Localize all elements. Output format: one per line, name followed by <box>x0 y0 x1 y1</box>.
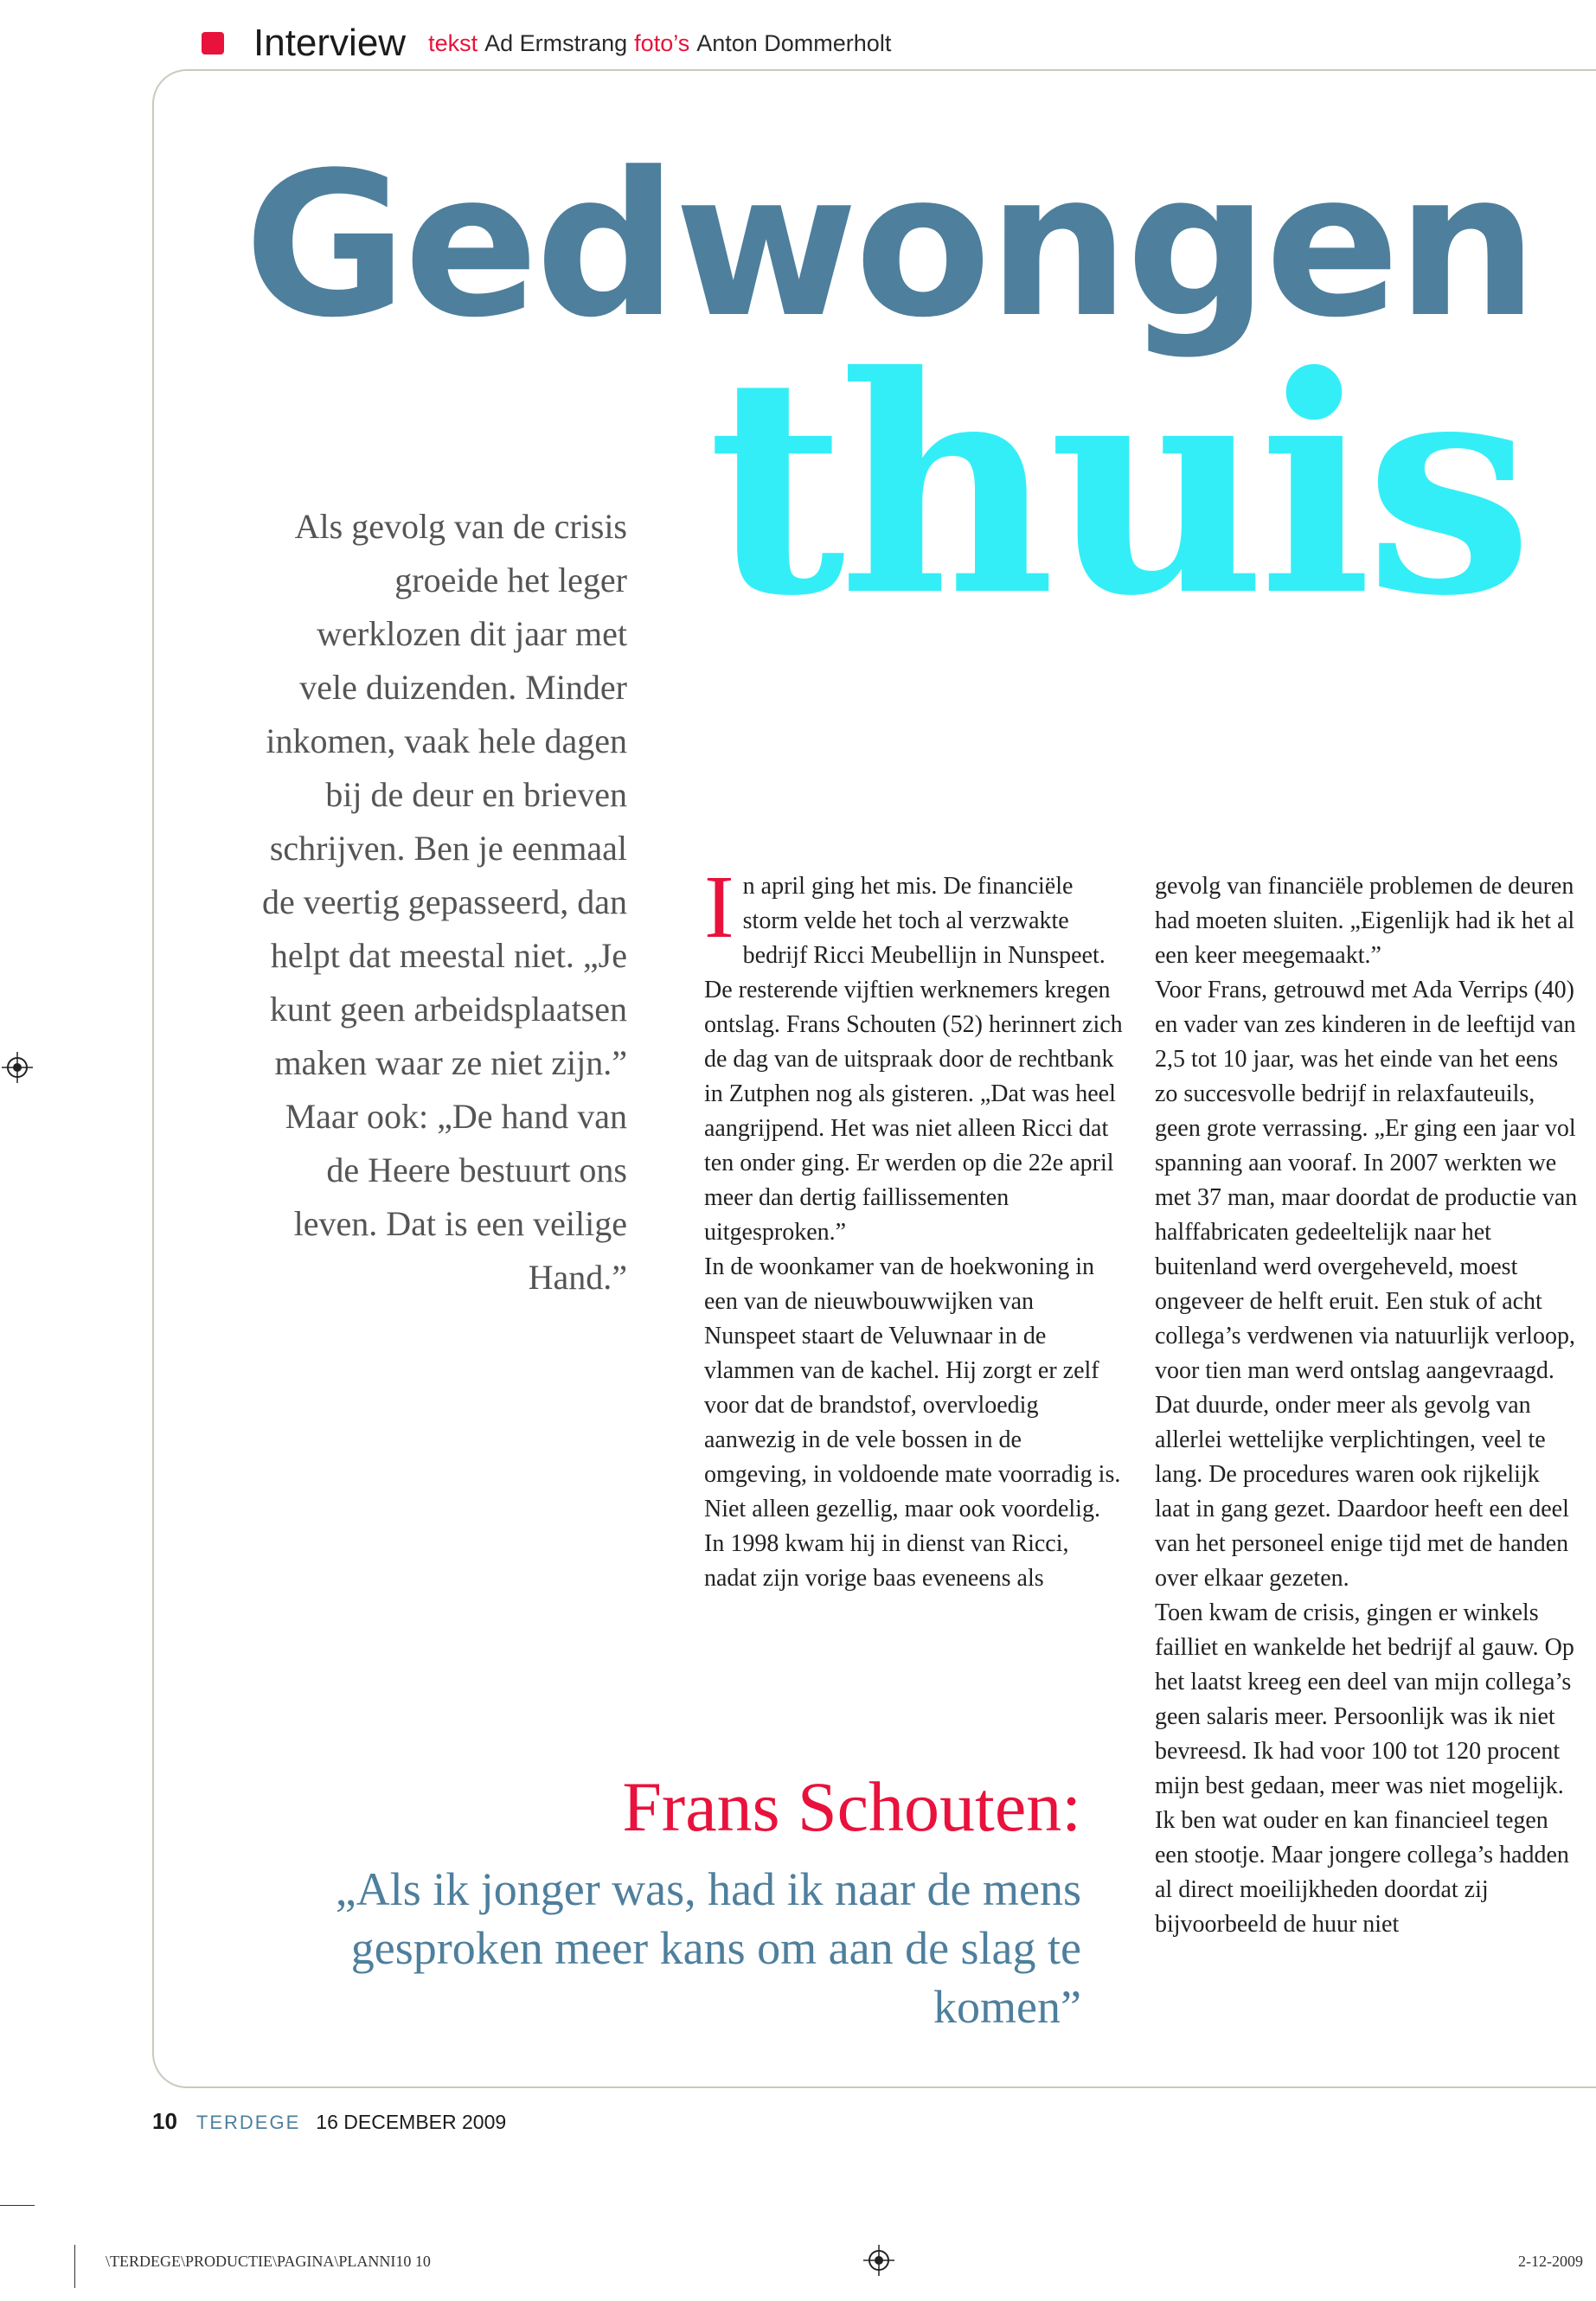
section-label: Interview <box>253 22 407 64</box>
body-paragraph: In de woonkamer van de hoekwoning in een van de nieuwbouwwijken van Nunspeet staart de Veluwnaar in de vlammen van de kachel. Hij zorgt er zelf voor dat de brandstof, overvloedig aanwezig in de vele bossen in de omgeving, in voldoende mate voorradig is. Niet alleen gezellig, maar ook voordelig. <box>704 1253 1121 1522</box>
trim-mark <box>74 2245 75 2288</box>
body-paragraph: In 1998 kwam hij in dienst van Ricci, nadat zijn vorige baas eveneens als <box>704 1530 1069 1592</box>
registration-mark-icon <box>2 1052 33 1083</box>
body-paragraph: Toen kwam de crisis, gingen er winkels failliet en wankelde het bedrijf al gauw. Op het laatst kreeg een deel van mijn collega’s geen salaris meer. Persoonlijk was ik niet bevreesd. Ik had voor 100 tot 120 procent mijn best gedaan, meer was niet mogelijk. Ik ben wat ouder en kan financieel tegen een stootje. Maar jongere collega’s hadden al direct moeilijkheden doordat zij bijvoorbeeld de huur niet <box>1155 1599 1574 1938</box>
registration-mark-icon <box>863 2245 894 2276</box>
body-column-1 <box>704 857 1124 1596</box>
body-paragraph: gevolg van financiële problemen de deuren had moeten sluiten. „Eigenlijk had ik het al een keer meegemaakt.” <box>1155 873 1575 969</box>
magazine-name: TERDEGE <box>195 2112 301 2133</box>
print-slug-path: \TERDEGE\PRODUCTIE\PAGINA\PLANNI10 10 <box>106 2253 431 2270</box>
headline-line-1: Gedwongen <box>244 131 1535 362</box>
drop-cap: I <box>704 857 734 957</box>
body-column-2 <box>1155 869 1579 1942</box>
trim-mark <box>0 2205 35 2206</box>
headline-line-2: thuis <box>708 311 1527 662</box>
issue-date: 16 DECEMBER 2009 <box>316 2111 507 2133</box>
page-number: 10 <box>152 2108 177 2134</box>
body-paragraph: Voor Frans, getrouwd met Ada Verrips (40) en vader van zes kinderen in de leeftijd van 2,5 tot 10 jaar, was het einde van het eens zo succesvolle bedrijf in relaxfauteuils, geen grote verrassing. „Er ging een jaar vol spanning aan vooraf. In 2007 werkten we met 37 man, maar doordat de productie van halffabricaten gedeeltelijk naar het buitenland werd overgeheveld, moest ongeveer de helft eruit. Een stuk of acht collega’s verdwenen via natuurlijk verloop, voor tien man werd ontslag aangevraagd. Dat duurde, onder meer als gevolg van allerlei wettelijke verplichtingen, veel te lang. De procedures waren ook rijkelijk laat in gang gezet. Daardoor heeft een deel van het personeel enige tijd met de handen over elkaar gezeten. <box>1155 977 1578 1592</box>
pullquote-text: „Als ik jonger was, had ik naar de mens gesproken meer kans om aan de slag te komen” <box>335 1863 1081 2033</box>
writer-name: Ad Ermstrang <box>484 29 628 56</box>
writer-label: tekst <box>428 29 478 56</box>
print-slug-date: 2-12-2009 <box>1518 2253 1583 2270</box>
body-paragraph: n april ging het mis. De financiële storm velde het toch al verzwakte bedrijf Ricci Meubellijn in Nunspeet. De resterende vijftien werknemers kregen ontslag. Frans Schouten (52) herinnert zich de dag van de uitspraak door de rechtbank in Zutphen nog als gisteren. „Dat was heel aangrijpend. Het was niet alleen Ricci dat ten onder ging. Er werden op die 22e april meer dan dertig faillissementen uitgesproken.” <box>704 873 1123 1246</box>
article-header <box>202 17 898 69</box>
page-footer <box>152 2108 506 2135</box>
section-marker-icon <box>202 32 224 54</box>
intro-text: Als gevolg van de crisis groeide het leger werklozen dit jaar met vele duizenden. Minder inkomen, vaak hele dagen bij de deur en brieven schrijven. Ben je eenmaal de veertig gepasseerd, dan helpt dat meestal niet. „Je kunt geen arbeidsplaatsen maken waar ze niet zijn.” Maar ook: „De hand van de Heere bestuurt ons leven. Dat is een veilige Hand.” <box>261 507 627 1297</box>
pullquote-name: Frans Schouten: <box>622 1767 1081 1846</box>
photographer-name: Anton Dommerholt <box>696 29 892 56</box>
photographer-label: foto’s <box>634 29 690 56</box>
